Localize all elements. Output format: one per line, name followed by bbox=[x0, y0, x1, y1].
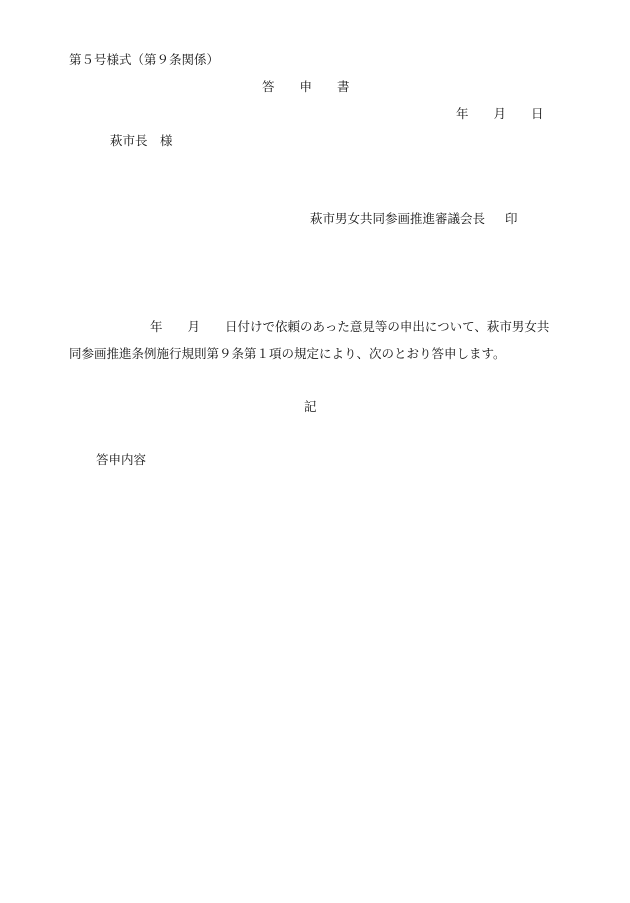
ki-label: 記 bbox=[304, 399, 317, 414]
seal-mark: 印 bbox=[505, 211, 518, 226]
body-text-line: 同参画推進条例施行規則第９条第１項の規定により、次のとおり答申します。 bbox=[69, 346, 506, 361]
addressee: 萩市長 様 bbox=[110, 133, 173, 148]
document-title: 答 申 書 bbox=[262, 79, 350, 94]
content-heading: 答申内容 bbox=[96, 452, 147, 467]
date-line: 年 月 日 bbox=[456, 106, 544, 121]
form-number: 第５号様式（第９条関係） bbox=[69, 52, 220, 67]
sender-name: 萩市男女共同参画推進審議会長 bbox=[310, 211, 486, 226]
body-text-line: 年 月 日付けで依頼のあった意見等の申出について、萩市男女共 bbox=[150, 319, 550, 334]
